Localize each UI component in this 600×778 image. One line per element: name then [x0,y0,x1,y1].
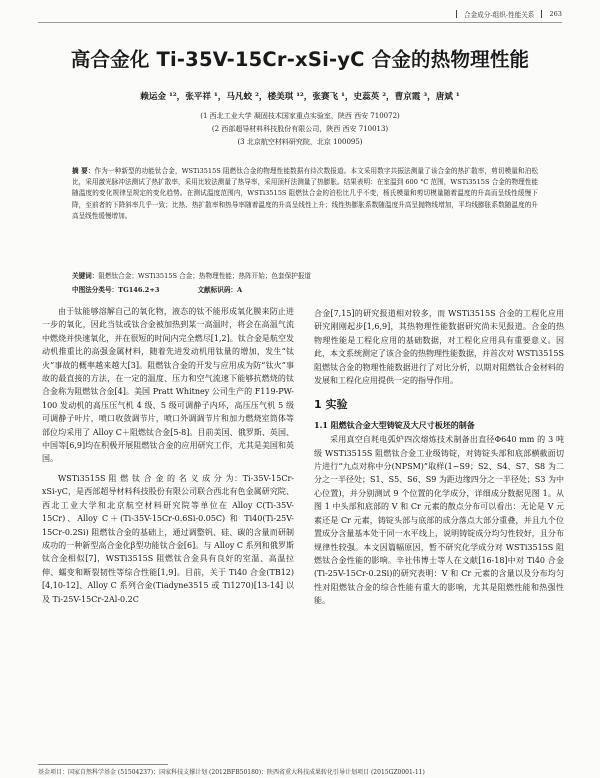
doc-code-label: 文献标识码： [197,286,238,294]
funding-footnote: 基金项目：国家自然科学基金 (51504237)；国家科技支撑计划 (2012BFB50180)；陕西省重大科技成果转化引导计划项目 (2015GZ0001-11) [38,769,425,776]
footnote-rule [38,764,168,765]
paragraph-intro: 由于钛能够溶解自己的氧化物，液态的钛不能形成氧化膜来防止进一步的氧化，因此当钛或钛合金被加热到某一高温时，将会在高温气流中燃烧并快速氧化，并在很短的时间内完全燃尽[1,2]。钛合金是航空发动机推重比的高强金属材料，随着先进发动机用钛量的增加，发生“钛火”事故的概率越来越大[3]。阻燃钛合金的开发与应用成为防“钛火”事故的最直接的方法，在一定的温度、压力和空气流速下能够抗燃烧的钛合金称为阻燃钛合金[4]。美国 Pratt Whitney 公司生产的 F119-PW-100 发动机的高压压气机 4 级、5 级可调静子内环，高压压气机 5 级可调静子叶片，喷口收敛调节片，喷口外调调节片和加力燃烧室筒体等部位均采用了 Alloy C＋阻燃钛合金[5-8]。目前美国、俄罗斯、英国、中国等[6,9]均在积极开展阻燃钛合金的应用研究工作，尤其是美国和英国。 [42,307,294,464]
running-header-section: 合金成分-组织-性能关系 [464,11,535,19]
section-heading-experiment: 1 实验 [314,398,348,412]
running-header [456,9,562,19]
affiliation-3: (3 北京航空材料研究院，北京 100095) [237,138,363,146]
keywords [72,270,538,280]
keywords-label: 关键词： [72,272,99,280]
paragraph-continued: 合金[7,15]的研究报道相对较多，而 WSTi3515S 合金的工程化应用研究刚刚起步[1,6,9]，其热物理性能数据研究尚未见报道。合金的热物理性能是工程化应用的基础数据，对工程化应用具有重要意义。因此，本文系统测定了该合金的热物理性能数据，并首次对 WSTi3515S 阻燃钛合金的物理性能数据进行了对比分析，以期对阻燃钛合金材料的发展和工程化应用提供一定的指导作用。 [314,309,564,386]
clc-value: TG146.2+3 [118,286,160,294]
paper-title: 高合金化 Ti-35V-15Cr-xSi-yC 合金的热物理性能 [70,48,530,71]
keywords-text: 阻燃钛合金；WSTi3515S 合金；热物理性能；热阵开始；色套保护报道 [98,272,312,280]
subsection-title: 阻燃钛合金大型铸锭及大尺寸板坯的制备 [330,419,475,430]
abstract [72,166,538,222]
header-divider [456,10,457,18]
abstract-label: 摘 要： [72,167,95,175]
affiliation-1: (1 西北工业大学 凝固技术国家重点实验室，陕西 西安 710072) [200,112,400,120]
subsection-number: 1.1 [314,419,328,430]
affiliation-2: (2 西部超导材料科技股份有限公司，陕西 西安 710013) [211,125,389,133]
author-list: 赖运金 ¹²，张平祥 ¹，马凡蛟 ²，楼美琪 ¹²，张赛飞 ¹，史蕊英 ²，曹京霞 ³，唐斌 ¹ [140,92,460,102]
header-rule [38,22,562,23]
header-divider [541,10,542,18]
paragraph-ingot: 采用真空自耗电弧炉四次熔炼技术制备出直径Φ640 mm 的 3 吨级 WSTi3515S 阻燃钛合金工业级铸锭，对铸锭头部和底部横截面切片进行“九点对称中分(NPSM)”取样(1~S9；S2、S4、S7、S8 为二分之一半径处；S1、S5、S6、S9 为距边缘四分之一半径处；S3 为中心位置)，并分别测试 9 个位置的化学成分，详细成分数据见图 1。从图 1 中头部和底部的 V 和 Cr 元素的散点分布可以看出：无论是 V 元素还是 Cr 元素，铸锭头部与底部的成分落点大部分重叠，并且九个位置成分含量基本处于同一水平线上，说明铸锭成分均匀性较好，且分布规律性较强。本文因篇幅原因，暂不研究化学成分对 WSTi3515S 阻燃钛合金性能的影响。辛社伟博士等人在文献[16-18]中对 Ti40 合金(Ti-25V-15Cr-0.2Si)的研究表明：V 和 Cr 元素的含量以及分布均匀性对阻燃钛合金的综合性能有重大的影响，尤其是阻燃性能和热强性能。 [314,435,564,606]
right-column [314,307,564,608]
subsection-heading [314,419,564,432]
page-number: 263 [549,10,562,18]
left-column [42,305,294,606]
doc-code-value: A [237,286,243,294]
paragraph-composition: WSTi3515S 阻 燃 钛 合 金 的 名 义 成 分 为：Ti-35V-15Cr-xSi-yC，是西部超导材料科技股份有限公司联合西北有色金属研究院、西北工业大学和北京航空材料研究院等单位在 Alloy C(Ti-35V-15Cr)、Alloy C＋(Ti-35V-15Cr-0.6Si-0.05C) 和 Ti40(Ti-25V-15Cr-0.2Si) 阻燃钛合金的基础上，通过调整钒、硅、碳的含量而研制成功的一种新型高合金化β型功能钛合金[6]。与 Alloy C 系列和俄罗斯钛合金相似[7]，WSTi3515S 阻燃钛合金具有良好的室温、高温拉伸、蠕变和断裂韧性等综合性能[1,9]。目前，关于 Ti40 合金(TB12)[4,10-12]、Alloy C 系列合金(Tiadyne3515 或 Ti1270)[13-14] 以 及 Ti-25V-15Cr-2Al-0.2C [42,473,294,604]
clc-label: 中图法分类号： [72,286,119,294]
abstract-text: 作为一种新型的功能钛合金，WSTi3515S 阻燃钛合金的物理性能数据有待次数报道。本文采用数字共振法测量了该合金的热扩散率，剪切模量和泊松比，采用激光脉冲法测试了热扩散率，采用比较法测量了热导率，采用顶杆法测量了热膨胀。结果表明：在室温到 600 °C 范围，WSTi3515S 合金的物理性能随温度的变化规律呈规定的变化趋势。在测试温度范围内，WSTi3515S 阻燃钛合金的泊松比几乎不变，杨氏模量和剪切模量随着温度的升高而呈线性缓慢下降，至前者的下降斜率几乎一致；比热、热扩散率和热导率随着温度的升高呈线性上升；线性热膨胀系数随温度升高呈抛物线增加，平均线膨胀系数随温度的升高呈线性缓慢增加。 [72,167,538,220]
classification [72,284,538,294]
